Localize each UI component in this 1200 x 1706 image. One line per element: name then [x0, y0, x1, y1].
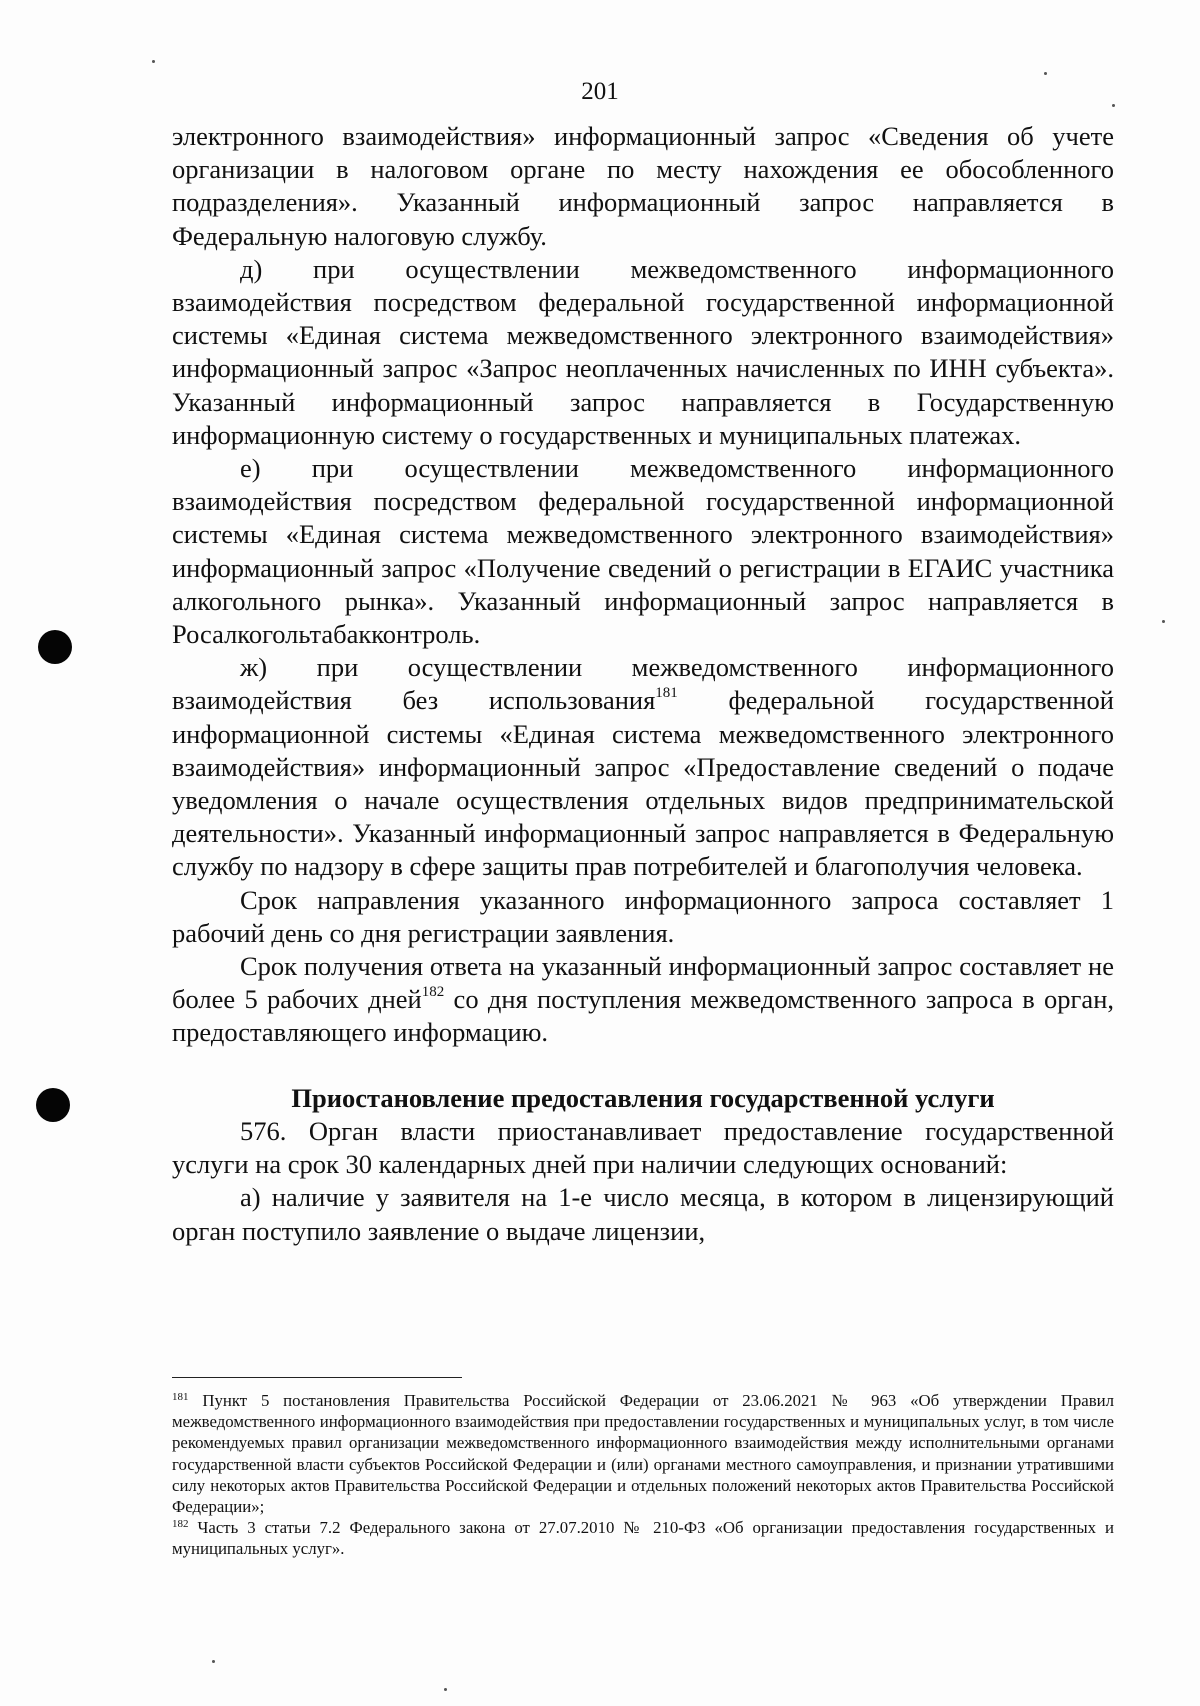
paragraph-item-zh — [172, 651, 1114, 883]
section-heading: Приостановление предоставления государственной услуги — [291, 1082, 995, 1113]
footnote-182 — [172, 1517, 1114, 1559]
section-spacer — [172, 1050, 1114, 1082]
footnote-181 — [172, 1390, 1114, 1517]
scan-speck — [1162, 620, 1165, 623]
paragraph-text: Срок получения ответа на указанный информационный запрос составляет не более 5 рабочих дней — [172, 951, 1114, 1015]
footnote-ref-181[interactable]: 181 — [655, 685, 678, 702]
footnote-separator — [172, 1377, 462, 1378]
footnotes — [172, 1390, 1114, 1560]
main-text — [172, 120, 1114, 1248]
paragraph-item-a: а) наличие у заявителя на 1-е число месяца, в котором в лицензирующий орган поступило заявление о выдаче лицензии, — [172, 1182, 1114, 1246]
scan-speck — [212, 1660, 215, 1663]
punch-hole-mark — [38, 630, 72, 664]
paragraph-response-term — [172, 950, 1114, 1050]
page-number: 201 — [581, 78, 619, 105]
scan-speck — [444, 1688, 447, 1691]
footnote-mark: 181 — [172, 1391, 189, 1403]
paragraph-576: 576. Орган власти приостанавливает предоставление государственной услуги на срок 30 календарных дней при наличии следующих оснований: — [172, 1115, 1114, 1180]
footnote-text: Пункт 5 постановления Правительства Российской Федерации от 23.06.2021 № 963 «Об утверждении Правил межведомственного информационного взаимодействия при предоставлении государственных и муниципальных услуг, в том числе рекомендуемых правил организации межведомственного информационного взаимодействия между исполнительными органами государственной власти субъектов Российской Федерации и (или) органами местного самоуправления, и признании утратившими силу некоторых актов Правительства Российской Федерации и отдельных положений некоторых актов Правительства Российской Федерации»; — [172, 1391, 1114, 1517]
punch-hole-mark — [36, 1088, 70, 1122]
paragraph-request-term: Срок направления указанного информационного запроса составляет 1 рабочий день со дня регистрации заявления. — [172, 884, 1114, 948]
paragraph-item-e: е) при осуществлении межведомственного информационного взаимодействия посредством федеральной государственной информационной системы «Единая система межведомственного электронного взаимодействия» информационный запрос «Получение сведений о регистрации в ЕГАИС участника алкогольного рынка». Указанный информационный запрос направляется в Росалкогольтабакконтроль. — [172, 453, 1114, 650]
paragraph-text: со дня поступления межведомственного запроса в орган, предоставляющего информацию. — [172, 984, 1114, 1048]
paragraph-item-d: д) при осуществлении межведомственного информационного взаимодействия посредством федеральной государственной информационной системы «Единая система межведомственного электронного взаимодействия» информационный запрос «Запрос неоплаченных начисленных по ИНН субъекта». Указанный информационный запрос направляется в Государственную информационную систему о государственных и муниципальных платежах. — [172, 253, 1114, 450]
scan-speck — [1112, 104, 1115, 107]
scan-speck — [1044, 72, 1047, 75]
footnote-text: Часть 3 статьи 7.2 Федерального закона от 27.07.2010 № 210-ФЗ «Об организации предоставления государственных и муниципальных услуг». — [172, 1518, 1114, 1559]
paragraph-continuation: электронного взаимодействия» информационный запрос «Сведения об учете организации в налоговом органе по месту нахождения ее обособленного подразделения». Указанный информационный запрос направляется в Федеральную налоговую службу. — [172, 121, 1114, 251]
paragraph-text: федеральной государственной информационной системы «Единая система межведомственного электронного взаимодействия» информационный запрос «Предоставление сведений о подаче уведомления о начале осуществления отдельных видов предпринимательской деятельности». Указанный информационный запрос направляется в Федеральную службу по надзору в сфере защиты прав потребителей и благополучия человека. — [172, 685, 1114, 882]
footnote-mark: 182 — [172, 1518, 189, 1531]
scan-speck — [152, 60, 155, 63]
footnote-ref-182[interactable]: 182 — [421, 984, 445, 1001]
paragraph-text: ж) при осуществлении межведомственного информационного взаимодействия без использования — [172, 652, 1114, 716]
